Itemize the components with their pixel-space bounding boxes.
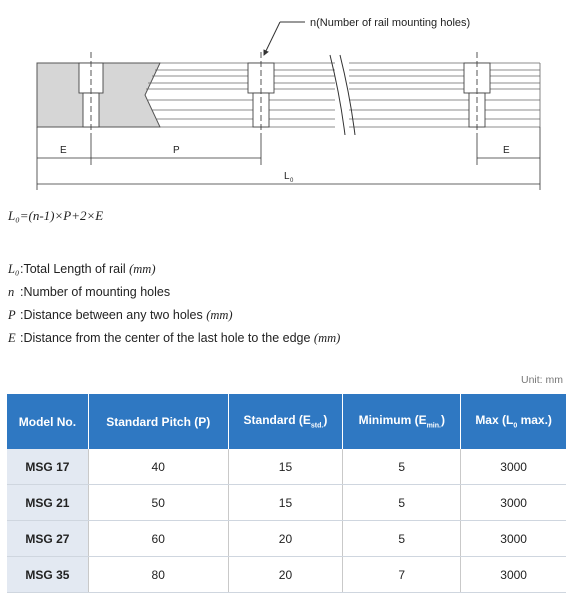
definition-symbol: L₀ [8,262,20,276]
value-cell: 7 [343,557,461,593]
column-header [7,394,88,449]
value-cell: 15 [228,449,343,485]
definition-unit: (mm) [313,331,341,345]
length-formula: L₀=(n-1)×P+2×E [8,208,104,223]
column-header-tail: ) [440,413,445,428]
value-cell: 5 [343,485,461,521]
column-header-label: Model No. [18,414,77,429]
model-cell: MSG 17 [7,449,88,485]
definition-text: :Distance from the center of the last hole to the edge [20,331,314,345]
model-cell: MSG 21 [7,485,88,521]
callout-leader [264,22,305,55]
table-row [7,521,566,557]
column-header [343,394,461,449]
value-cell: 50 [88,485,228,521]
value-cell: 20 [228,557,343,593]
definition-text: :Number of mounting holes [20,285,171,299]
column-header-subscript: min. [426,422,441,430]
definition-item [8,304,340,327]
value-cell: 3000 [461,485,566,521]
table-header-row [7,394,566,449]
definition-text: :Total Length of rail [20,262,130,276]
column-header-label: Standard (E [243,413,311,428]
model-cell: MSG 27 [7,521,88,557]
value-cell: 3000 [461,449,566,485]
unit-label: Unit: mm [521,374,563,386]
column-header [228,394,343,449]
column-header-tail: max.) [517,413,552,428]
column-header-label: Standard Pitch (P) [106,414,211,429]
model-cell: MSG 35 [7,557,88,593]
value-cell: 80 [88,557,228,593]
value-cell: 60 [88,521,228,557]
label-l0-sub: 0 [290,178,294,184]
definition-symbol: P [8,308,16,322]
column-header-tail: ) [323,413,328,428]
table-row [7,449,566,485]
definition-item [8,258,340,281]
column-header [88,394,228,449]
column-header-label: Minimum (E [358,413,427,428]
column-header-subscript: 0 [513,422,518,430]
value-cell: 20 [228,521,343,557]
label-e-left: E [60,145,67,156]
column-header-label: Max (L [475,413,514,428]
value-cell: 5 [343,449,461,485]
mounting-hole-right [464,52,490,135]
definition-unit: (mm) [129,262,156,276]
rail-diagram [0,0,573,200]
value-cell: 5 [343,521,461,557]
break-mark [330,55,355,135]
label-l0: L [284,171,290,182]
value-cell: 3000 [461,521,566,557]
callout-text: n(Number of rail mounting holes) [310,17,471,29]
definitions-list [8,258,340,350]
value-cell: 15 [228,485,343,521]
definition-text: :Distance between any two holes [20,308,207,322]
value-cell: 40 [88,449,228,485]
label-e-right: E [503,145,510,156]
mounting-hole-left [79,52,103,135]
mounting-hole-middle [248,52,274,135]
table-row [7,485,566,521]
definition-symbol: E [8,331,16,345]
rail-spec-table [7,394,566,593]
definition-unit: (mm) [206,308,233,322]
value-cell: 3000 [461,557,566,593]
definition-item [8,327,340,350]
definition-item [8,281,340,304]
table-row [7,557,566,593]
definition-symbol: n [8,285,15,299]
label-p: P [173,145,180,156]
column-header [461,394,566,449]
column-header-subscript: std. [310,422,324,430]
